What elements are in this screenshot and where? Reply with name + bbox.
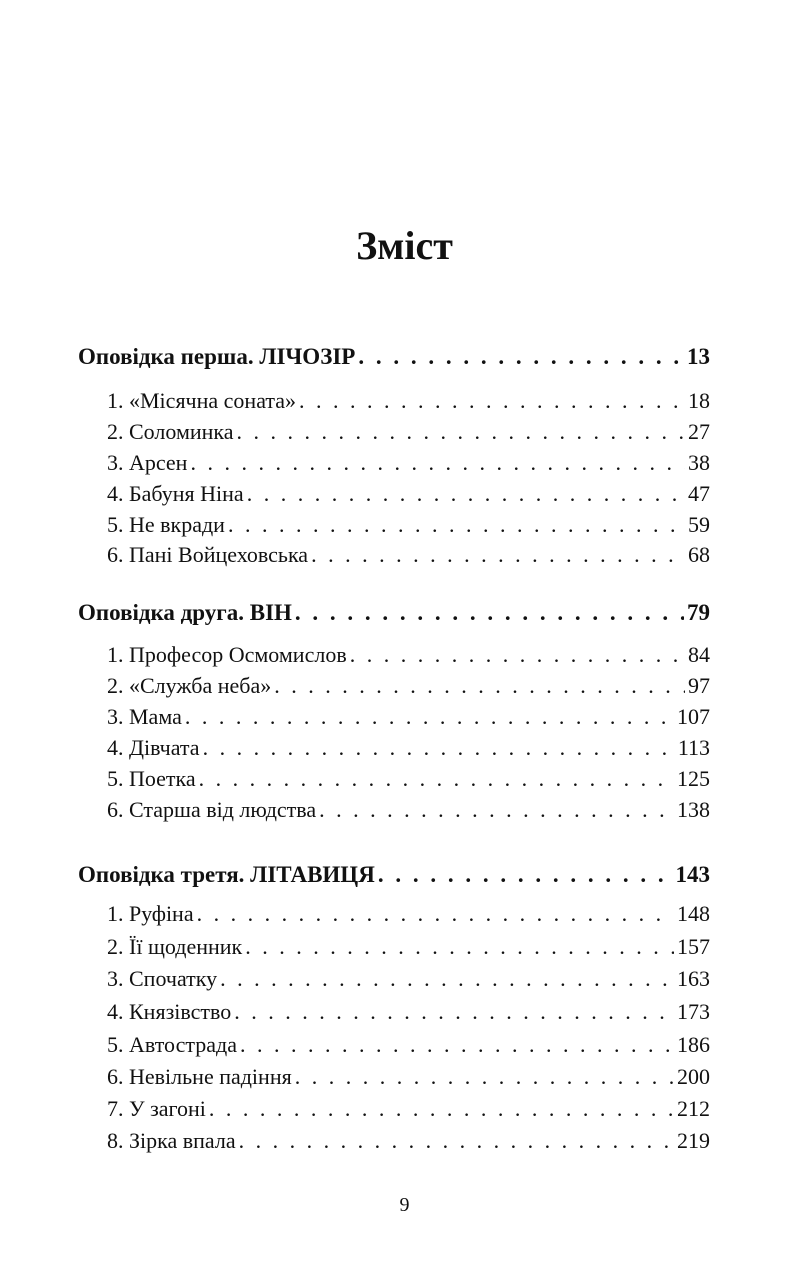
toc-chapter-label: 3. Арсен — [107, 450, 188, 475]
toc-chapter-label: 1. «Місячна соната» — [107, 388, 297, 413]
toc-part-2[interactable] — [78, 600, 710, 630]
toc-chapter[interactable] — [107, 1096, 710, 1126]
toc-chapter-label: 3. Спочатку — [107, 966, 218, 991]
toc-chapter[interactable] — [107, 642, 710, 672]
toc-chapter-label: 6. Пані Войцеховська — [107, 542, 309, 567]
leader-dots — [319, 797, 674, 823]
page-title: Зміст — [356, 223, 453, 268]
toc-page-number: 47 — [688, 481, 710, 506]
leader-dots — [239, 1128, 674, 1154]
leader-dots — [199, 766, 674, 792]
leader-dots — [240, 1032, 674, 1058]
toc-chapter[interactable] — [107, 934, 710, 964]
toc-chapter-label: 6. Старша від людства — [107, 797, 317, 822]
toc-page-number: 186 — [677, 1032, 710, 1057]
toc-chapter[interactable] — [107, 512, 710, 542]
leader-dots — [185, 704, 674, 730]
toc-part-label: Оповідка третя. ЛІТАВИЦЯ — [78, 862, 375, 887]
toc-chapter-label: 5. Не вкради — [107, 512, 225, 537]
leader-dots — [378, 862, 673, 888]
leader-dots — [228, 512, 685, 538]
toc-chapter[interactable] — [107, 1064, 710, 1094]
toc-chapter[interactable] — [107, 419, 710, 449]
toc-chapter-label: 8. Зірка впала — [107, 1128, 236, 1153]
toc-page-number: 59 — [688, 512, 710, 537]
toc-chapter-label: 4. Дівчата — [107, 735, 200, 760]
toc-chapter[interactable] — [107, 481, 710, 511]
toc-page-number: 219 — [677, 1128, 710, 1153]
toc-chapter-label: 2. Соломинка — [107, 419, 234, 444]
toc-chapter[interactable] — [107, 999, 710, 1029]
toc-chapter-label: 1. Руфіна — [107, 901, 194, 926]
toc-chapter-label: 7. У загоні — [107, 1096, 206, 1121]
leader-dots — [358, 344, 684, 370]
toc-page-number: 212 — [677, 1096, 710, 1121]
leader-dots — [350, 642, 685, 668]
toc-page-number: 38 — [688, 450, 710, 475]
leader-dots — [197, 901, 674, 927]
leader-dots — [247, 481, 685, 507]
leader-dots — [274, 673, 685, 699]
toc-page-number: 13 — [687, 344, 710, 369]
toc-chapter[interactable] — [107, 542, 710, 572]
toc-part-label: Оповідка перша. ЛІЧОЗІР — [78, 344, 356, 369]
toc-chapter-label: 3. Мама — [107, 704, 182, 729]
leader-dots — [245, 934, 674, 960]
toc-page-number: 163 — [677, 966, 710, 991]
toc-chapter-label: 1. Професор Осмомислов — [107, 642, 347, 667]
toc-page-number: 138 — [677, 797, 710, 822]
toc-part-3[interactable] — [78, 862, 710, 892]
toc-chapter[interactable] — [107, 704, 710, 734]
toc-chapter[interactable] — [107, 450, 710, 480]
toc-chapter[interactable] — [107, 1128, 710, 1158]
toc-chapter[interactable] — [107, 388, 710, 418]
toc-chapter[interactable] — [107, 735, 710, 765]
toc-chapter[interactable] — [107, 901, 710, 931]
leader-dots — [237, 419, 685, 445]
toc-chapter[interactable] — [107, 766, 710, 796]
toc-page-number: 125 — [677, 766, 710, 791]
toc-page-number: 200 — [677, 1064, 710, 1089]
toc-chapter-label: 4. Бабуня Ніна — [107, 481, 244, 506]
toc-chapter-label: 4. Князівство — [107, 999, 232, 1024]
toc-page-number: 157 — [677, 934, 710, 959]
toc-chapter[interactable] — [107, 673, 710, 703]
toc-chapter-label: 5. Автострада — [107, 1032, 237, 1057]
leader-dots — [295, 600, 684, 626]
leader-dots — [295, 1064, 674, 1090]
page-number: 9 — [399, 1194, 410, 1216]
toc-chapter-label: 2. «Служба неба» — [107, 673, 272, 698]
toc-page-number: 97 — [688, 673, 710, 698]
toc-chapter-label: 6. Невільне падіння — [107, 1064, 292, 1089]
toc-chapter[interactable] — [107, 1032, 710, 1062]
toc-part-1[interactable] — [78, 344, 710, 374]
toc-chapter-label: 5. Поетка — [107, 766, 196, 791]
toc-page-number: 27 — [688, 419, 710, 444]
leader-dots — [220, 966, 674, 992]
toc-part-label: Оповідка друга. ВІН — [78, 600, 292, 625]
leader-dots — [234, 999, 674, 1025]
toc-chapter[interactable] — [107, 797, 710, 827]
toc-page-number: 107 — [677, 704, 710, 729]
toc-page-number: 113 — [677, 735, 710, 760]
leader-dots — [311, 542, 685, 568]
toc-page-number: 79 — [687, 600, 710, 625]
toc-chapter[interactable] — [107, 966, 710, 996]
leader-dots — [190, 450, 685, 476]
toc-page-number: 68 — [688, 542, 710, 567]
toc-chapter-label: 2. Її щоденник — [107, 934, 243, 959]
toc-page-number: 143 — [675, 862, 710, 887]
leader-dots — [209, 1096, 674, 1122]
toc-page-number: 84 — [688, 642, 710, 667]
leader-dots — [203, 735, 675, 761]
toc-page-number: 148 — [677, 901, 710, 926]
toc-page-number: 18 — [688, 388, 710, 413]
leader-dots — [299, 388, 685, 414]
toc-page-number: 173 — [677, 999, 710, 1024]
